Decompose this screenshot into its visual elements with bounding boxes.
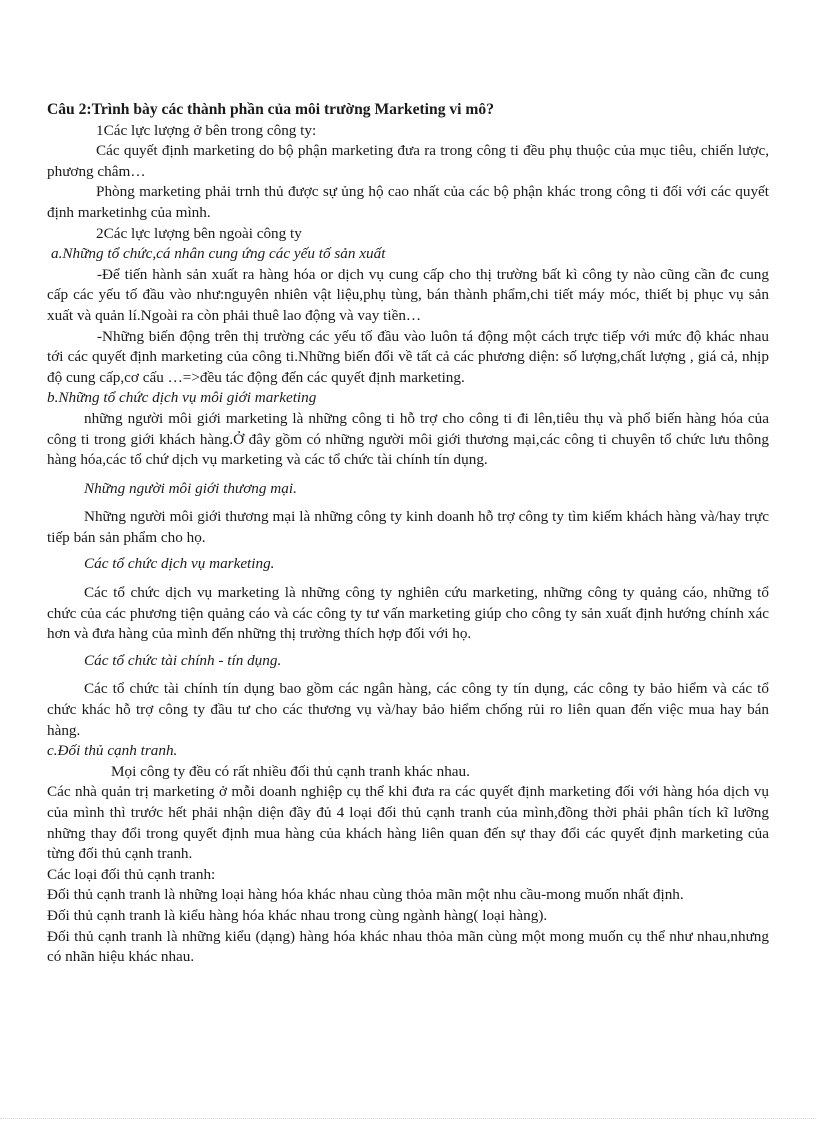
page-bottom-divider	[0, 1118, 816, 1120]
paragraph: Các nhà quản trị marketing ở mỗi doanh nghiệp cụ thể khi đưa ra các quyết định marketing đối với hàng hóa dịch vụ của mình thì trước hết phải nhận diện đầy đủ 4 loại đối thủ cạnh tranh của mình,đồng thời phải phân tích kĩ lưỡng những thay đổi trong quyết định mua hàng của khách hàng liên quan đến sự thay đổi các quyết định marketing của từng đối thủ cạnh tranh.	[47, 783, 769, 863]
paragraph: Mọi công ty đều có rất nhiều đối thủ cạnh tranh khác nhau.	[111, 762, 470, 780]
paragraph: Các tổ chức tài chính tín dụng bao gồm các ngân hàng, các công ty tín dụng, các công ty bảo hiểm và các tổ chức khác hỗ trợ công ty đầu tư cho các thương vụ và/hay bảo hiểm chống rủi ro liên quan đến việc mua hay bán hàng.	[47, 680, 769, 739]
subheading-financial-institutions: Các tổ chức tài chính - tín dụng.	[84, 651, 282, 669]
paragraph: Đối thủ cạnh tranh là những loại hàng hóa khác nhau cùng thỏa mãn một nhu cầu-mong muốn nhất định.	[47, 886, 684, 904]
section-external-forces: 2Các lực lượng bên ngoài công ty	[96, 224, 302, 242]
paragraph: -Để tiến hành sản xuất ra hàng hóa or dịch vụ cung cấp cho thị trường bất kì công ty nào cũng cần đc cung cấp các yếu tố đầu vào như:nguyên nhiên vật liệu,phụ tùng, bán thành phẩm,chi tiết máy móc, thiết bị phục vụ sản xuất và quản lí.Ngoài ra còn phải thuê lao động và vay tiền…	[47, 265, 769, 324]
question-title: Câu 2:Trình bày các thành phần của môi trường Marketing vi mô?	[47, 101, 494, 118]
paragraph: Các loại đối thủ cạnh tranh:	[47, 865, 216, 883]
paragraph: Những người môi giới thương mại là những công ty kinh doanh hỗ trợ công ty tìm kiếm khách hàng và/hay trực tiếp bán sản phẩm cho họ.	[47, 508, 769, 546]
paragraph: Các quyết định marketing do bộ phận marketing đưa ra trong công ti đều phụ thuộc của mục tiêu, chiến lược, phương châm…	[47, 142, 769, 180]
paragraph: Các tổ chức dịch vụ marketing là những công ty nghiên cứu marketing, những công ty quảng cáo, những tổ chức của các phương tiện quảng cáo và các công ty tư vấn marketing giúp cho công ty sản xuất định hướng chính xác hơn và đưa hàng của mình đến những thị trường thích hợp đối với họ.	[47, 584, 769, 643]
paragraph: Đối thủ cạnh tranh là những kiểu (dạng) hàng hóa khác nhau thỏa mãn cùng một mong muốn cụ thể như nhau,nhưng có nhãn hiệu khác nhau.	[47, 927, 769, 966]
heading-competitors: c.Đối thủ cạnh tranh.	[47, 742, 178, 760]
subheading-trade-brokers: Những người môi giới thương mại.	[84, 479, 297, 497]
paragraph: Đối thủ cạnh tranh là kiểu hàng hóa khác nhau trong cùng ngành hàng( loại hàng).	[47, 906, 548, 924]
heading-suppliers: a.Những tổ chức,cá nhân cung ứng các yếu tố sản xuất	[51, 245, 386, 263]
paragraph: Phòng marketing phải trnh thủ được sự ủng hộ cao nhất của các bộ phận khác trong công ti đối với các quyết định marketinhg của mình.	[47, 183, 769, 221]
section-internal-forces: 1Các lực lượng ở bên trong công ty:	[96, 121, 317, 139]
document-page	[47, 100, 769, 968]
paragraph: -Những biến động trên thị trường các yếu tố đầu vào luôn tá động một cách trực tiếp với mức độ khác nhau tới các quyết định marketing của công ti.Những biến đổi về tất cả các phương diện: số lượng,chất lượng , giá cả, nhịp độ cung cấp,cơ cấu …=>đều tác động đến các quyết định marketing.	[47, 327, 769, 386]
heading-intermediaries: b.Những tổ chức dịch vụ môi giới marketing	[47, 389, 317, 407]
subheading-marketing-services: Các tổ chức dịch vụ marketing.	[84, 555, 275, 573]
paragraph: những người môi giới marketing là những công ti hỗ trợ cho công ti đi lên,tiêu thụ và phổ biến hàng hóa của công ti trong giới khách hàng.Ở đây gồm có những người môi giới thương mại,các công ti chuyên tổ chức lưu thông hàng hóa,các tổ chứ dịch vụ marketing và các tổ chức tài chính tín dụng.	[47, 409, 769, 469]
